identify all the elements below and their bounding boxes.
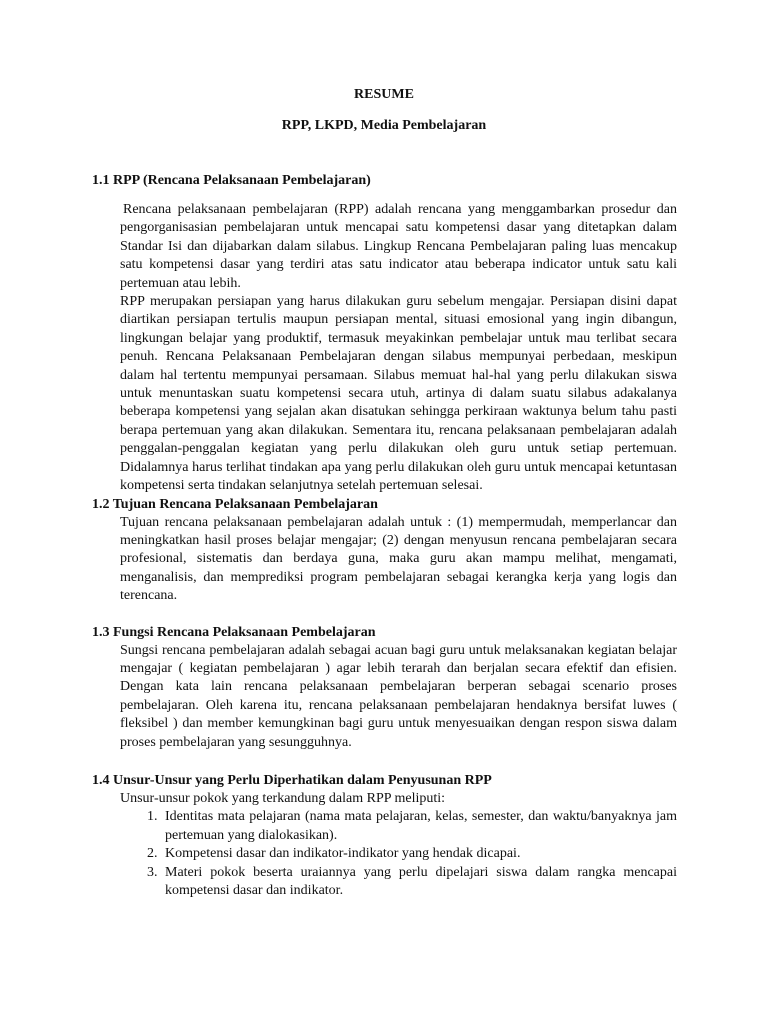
list-item xyxy=(92,845,677,863)
section-intro: Unsur-unsur pokok yang terkandung dalam RPP meliputi: xyxy=(120,790,446,806)
unsur-list xyxy=(92,808,677,900)
list-item-text: Kompetensi dasar dan indikator-indikator yang hendak dicapai. xyxy=(165,846,521,862)
list-item-number: 2. xyxy=(147,846,158,862)
list-item xyxy=(92,808,677,845)
list-item-number: 3. xyxy=(147,864,158,880)
section-paragraph: Rencana pelaksanaan pembelajaran (RPP) adalah rencana yang menggambarkan prosedur dan pengorganisasian pembelajaran untuk mencapai satu kompetensi dasar yang ditetapkan dalam Standar Isi dan dijabarkan dalam silabus. Lingkup Rencana Pembelajaran paling luas mencakup satu kompetensi dasar yang terdiri atas satu indicator atau beberapa indicator untuk satu kali pertemuan atau lebih. xyxy=(120,202,677,291)
section-paragraph: Sungsi rencana pembelajaran adalah sebagai acuan bagi guru untuk melaksanakan kegiatan belajar mengajar ( kegiatan pembelajaran ) agar lebih terarah dan berjalan secara efektif dan efisien. Dengan kata lain rencana pelaksanaan pembelajaran berperan sebagai scenario proses pembelajaran. Oleh karena itu, rencana pelaksanaan pembelajaran hendaknya bersifat luwes ( fleksibel ) dan member kemungkinan bagi guru untuk menyesuaikan dengan respon siswa dalam proses pembelajaran yang sesungguhnya. xyxy=(120,642,677,750)
list-item xyxy=(92,864,677,901)
spacer xyxy=(92,606,677,624)
document-subtitle: RPP, LKPD, Media Pembelajaran xyxy=(281,118,487,133)
spacer xyxy=(92,190,677,201)
section-paragraph: Tujuan rencana pelaksanaan pembelajaran adalah untuk : (1) mempermudah, memperlancar dan meningkatkan hasil proses belajar mengajar; (2) dengan menyusun rencana pembelajaran secara profesional, sistematis dan berdaya guna, maka guru akan mampu melihat, mengamati, menganalisis, dan memprediksi program pembelajaran sebagai kerangka kerja yang logis dan terencana. xyxy=(120,514,677,604)
section-unsur xyxy=(92,772,677,900)
section-rpp xyxy=(92,172,677,496)
list-item-number: 1. xyxy=(147,809,158,825)
section-heading: 1.2 Tujuan Rencana Pelaksanaan Pembelajaran xyxy=(92,496,378,512)
section-fungsi xyxy=(92,624,677,752)
section-paragraph: RPP merupakan persiapan yang harus dilakukan guru sebelum mengajar. Persiapan disini dapat diartikan persiapan tertulis maupun persiapan mental, situasi emosional yang ingin dibangun, lingkungan belajar yang produktif, termasuk meyakinkan pembelajar untuk mau terlibat secara penuh. Rencana Pelaksanaan Pembelajaran dengan silabus mempunyai perbedaan, meskipun dalam hal tertentu mempunyai persamaan. Silabus memuat hal-hal yang perlu dilakukan siswa untuk menuntaskan suatu kompetensi secara utuh, artinya di dalam suatu silabus adakalanya beberapa kompetensi yang sejalan akan disatukan sehingga perkiraan waktunya belum tahu pasti berapa pertemuan yang akan dilakukan. Sementara itu, rencana pelaksanaan pembelajaran adalah penggalan-penggalan kegiatan yang perlu dilakukan oleh guru untuk setiap pertemuan. Didalamnya harus terlihat tindakan apa yang perlu dilakukan oleh guru untuk mencapai ketuntasan kompetensi serta tindakan selanjutnya setelah pertemuan selesai. xyxy=(120,294,677,494)
document-title: RESUME xyxy=(354,87,414,102)
list-item-text: Identitas mata pelajaran (nama mata pelajaran, kelas, semester, dan waktu/banyaknya jam pertemuan yang dialokasikan). xyxy=(165,809,677,843)
section-tujuan xyxy=(92,496,677,606)
list-item-text: Materi pokok beserta uraiannya yang perlu dipelajari siswa dalam rangka mencapai kompetensi dasar dan indikator. xyxy=(165,864,677,898)
section-heading: 1.1 RPP (Rencana Pelaksanaan Pembelajaran) xyxy=(92,173,371,188)
section-heading: 1.4 Unsur-Unsur yang Perlu Diperhatikan dalam Penyusunan RPP xyxy=(92,772,492,788)
spacer xyxy=(92,752,677,772)
document-body xyxy=(92,172,677,900)
section-heading: 1.3 Fungsi Rencana Pelaksanaan Pembelajaran xyxy=(92,624,376,640)
